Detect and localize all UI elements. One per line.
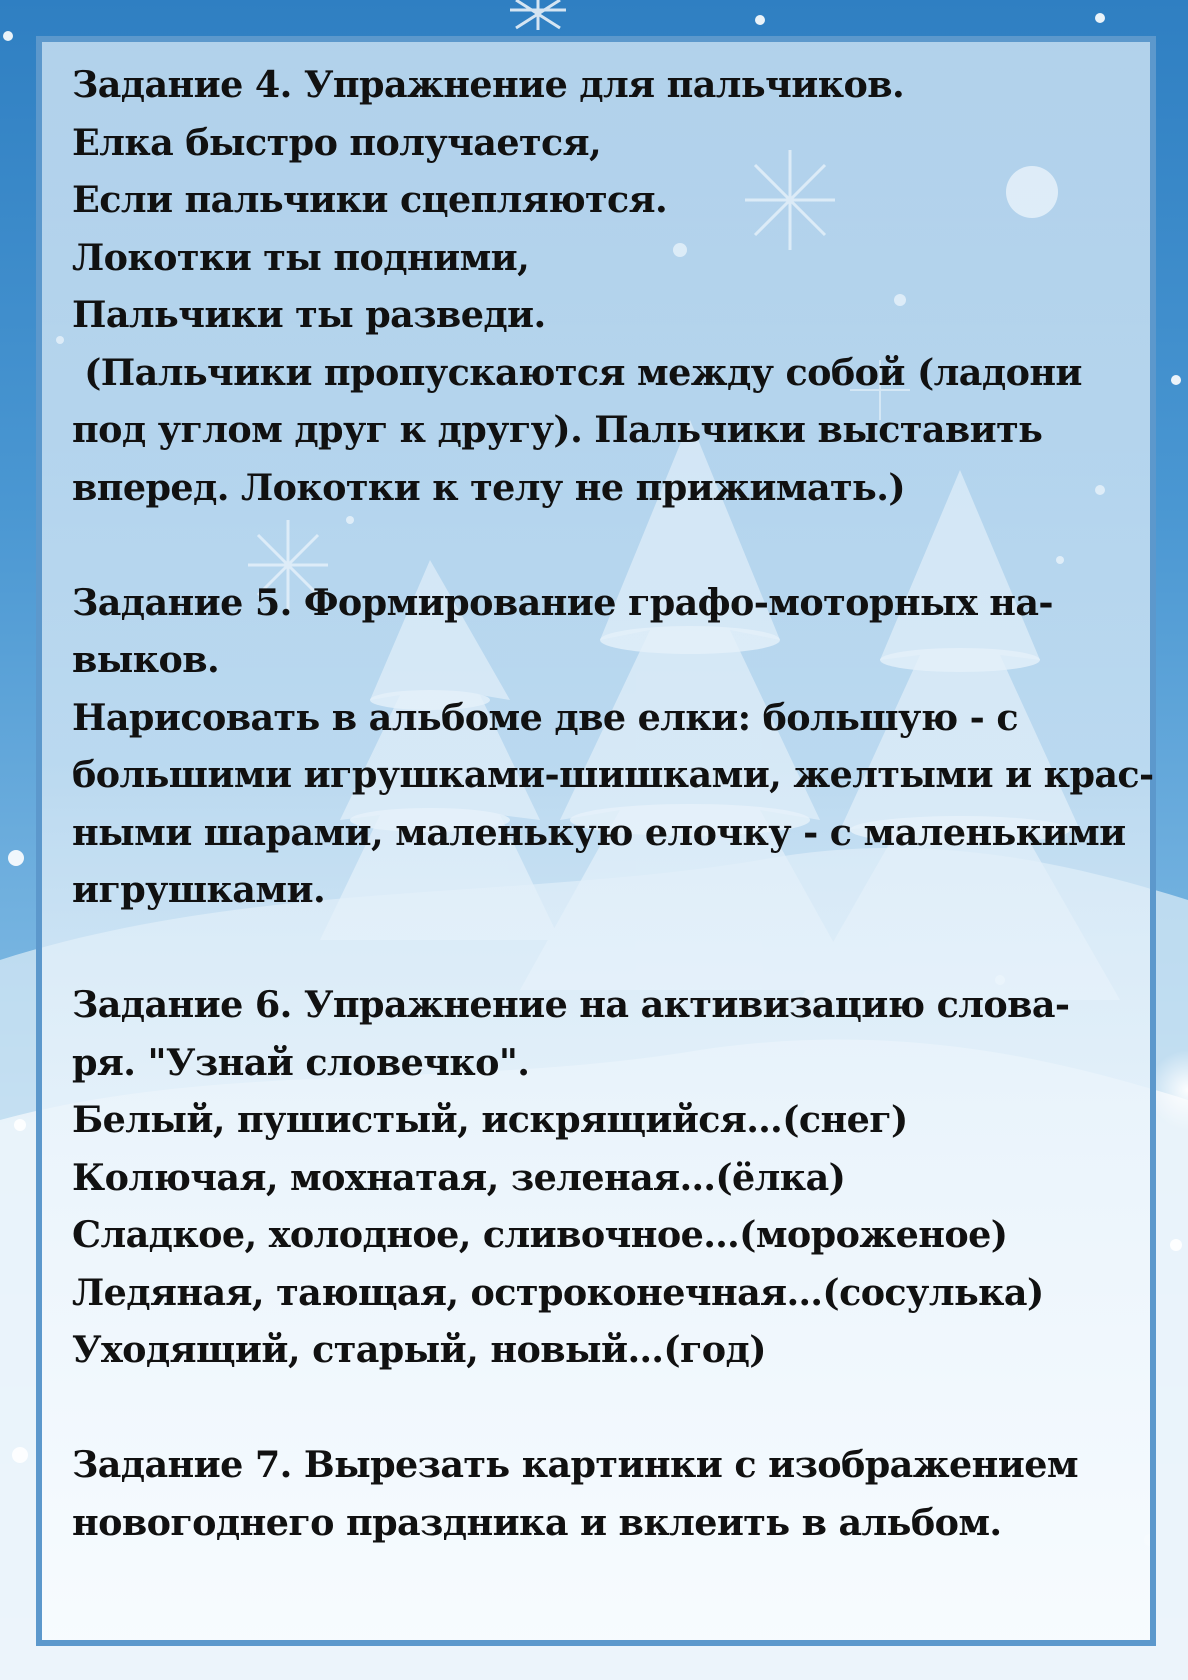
spacer [72, 1379, 1142, 1437]
riddle-line: Белый, пушистый, искрящийся…(снег) [72, 1098, 908, 1141]
task-6 [72, 976, 1142, 1379]
riddle-line: Ледяная, тающая, остроконечная…(сосулька) [72, 1270, 1044, 1314]
task-6-title: Задание 6. Упражнение на активизацию слова- [72, 983, 1070, 1026]
riddle-line: Колючая, мохнатая, зеленая…(ёлка) [72, 1155, 846, 1199]
text-line: ря. "Узнай словечко". [72, 1040, 530, 1084]
text-line: под углом друг к другу). Пальчики выставить [72, 408, 1043, 451]
text-line: большими игрушками-шишками, желтыми и крас- [72, 753, 1154, 796]
text-line: Пальчики ты разведи. [72, 293, 546, 336]
text-line: Если пальчики сцепляются. [72, 178, 668, 221]
riddle-line: Уходящий, старый, новый…(год) [72, 1328, 766, 1371]
task-4 [72, 56, 1142, 516]
text-line: выков. [72, 638, 220, 681]
text-line: Елка быстро получается, [72, 120, 602, 164]
task-4-title: Задание 4. Упражнение для пальчиков. [72, 63, 905, 106]
text-line: вперед. Локотки к телу не прижимать.) [72, 465, 905, 509]
snowflake-icon [510, 0, 566, 30]
task-5 [72, 574, 1154, 919]
text-line: Локотки ты подними, [72, 235, 530, 279]
text-line: ными шарами, маленькую елочку - с маленькими [72, 810, 1126, 854]
text-line: Нарисовать в альбоме две елки: большую - с [72, 695, 1018, 739]
document-text [72, 56, 1154, 1551]
spacer [72, 919, 1142, 977]
text-line: новогоднего праздника и вклеить в альбом. [72, 1500, 1002, 1544]
task-7-title: Задание 7. Вырезать картинки с изображением [72, 1443, 1078, 1486]
riddle-line: Сладкое, холодное, сливочное…(мороженое) [72, 1213, 1008, 1256]
spacer [72, 516, 1142, 574]
text-line: игрушками. [72, 868, 326, 911]
task-7 [72, 1436, 1142, 1551]
text-line: (Пальчики пропускаются между собой (ладони [72, 350, 1082, 394]
task-5-title: Задание 5. Формирование графо-моторных на- [72, 580, 1053, 624]
